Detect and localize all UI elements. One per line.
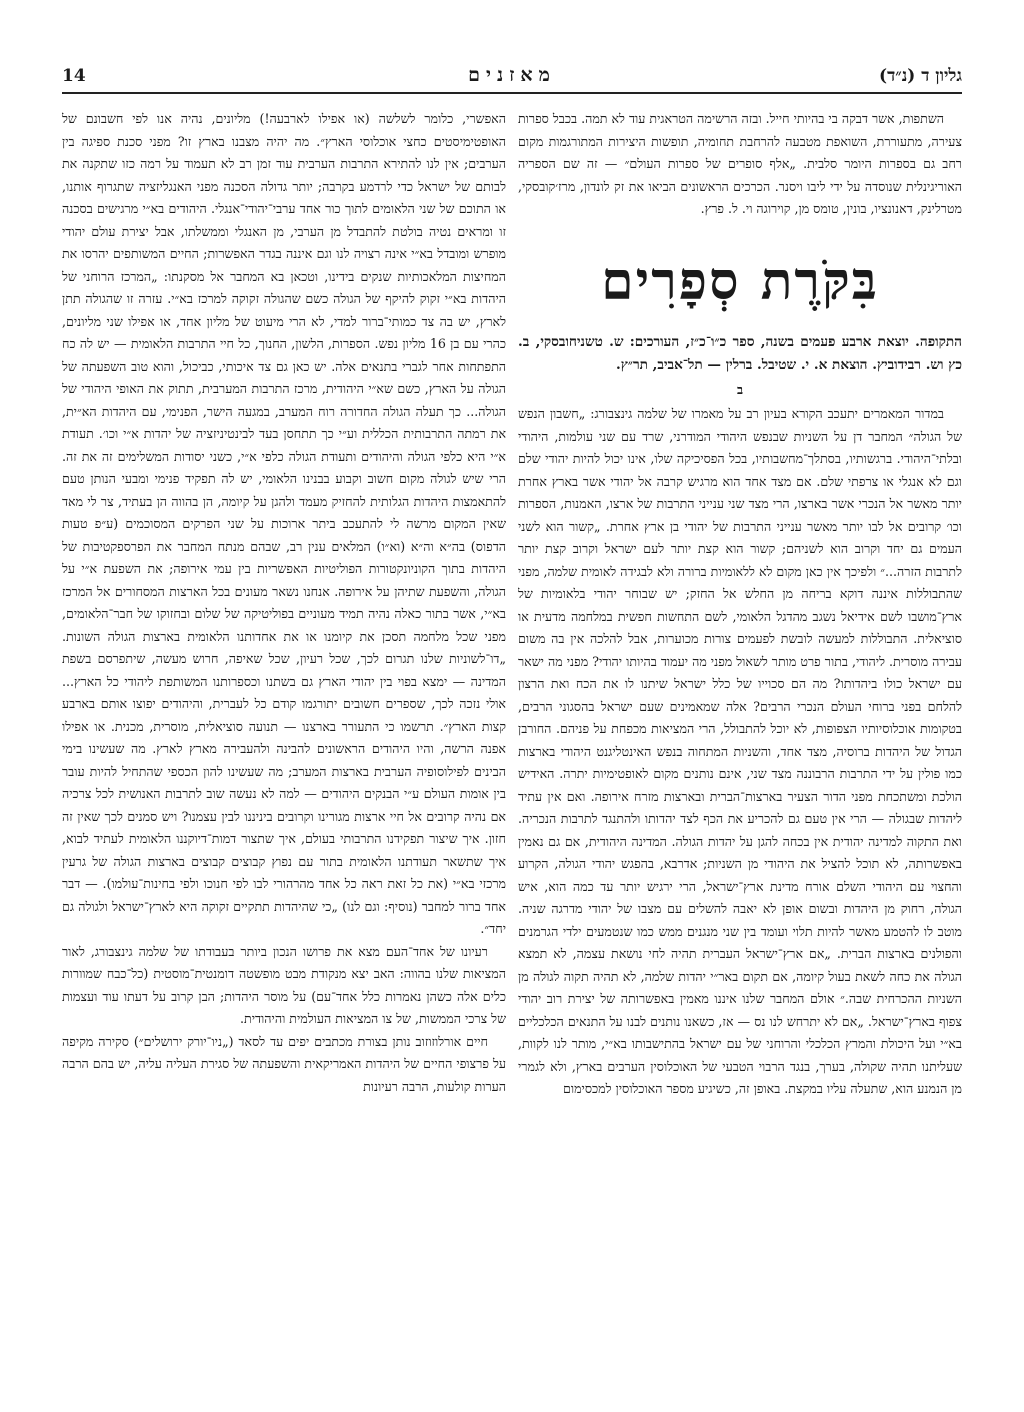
- review-heading: התקופה. יוצאת ארבע פעמים בשנה, ספר כ״ו־כ״ז, העורכים: ש. טשניחובסקי, ב. כץ וש. רבידוביץ. הוצאת א. י. שטיבל. ברלין — תל־אביב, תר״ץ.: [518, 333, 962, 373]
- left-column: [62, 108, 506, 1388]
- journal-title: מאזנים: [468, 64, 556, 86]
- review-number: ב: [736, 381, 744, 397]
- continued-paragraph: האפשרי, כלומר לשלשה (או אפילו לארבעה!) מליונים, נהיה אנו לפי חשבונם של האופטימיסטים כחצי אוכלוסי הארץ״. מה יהיה מצבנו בארץ זו? מפני סכנת ספיגה בין הערבים; אין לנו להתירא התרבות הערבית עוד זמן רב לא תעמוד על רמה כזו שתקנה את לבותם של ישראל כדי לרדמע בקרבה; יותר גדולה הסכנה מפני האנגליזציה שתגרוף אותנו, או התוכם של שני הלאומים לתוך כור אחד ערבי־יהודי־אנגלי. היהודים בא״י מרגישים בסכנה זו ומראים נטיה בולטת להתבדל מן הערבי, מן האנגלי וממשלתו, אבל יצירת עולם יהודי מופרש ומובדל בא״י אינה רצויה לנו וגם איננה בגדר האפשרות; החיים המשותפים יהרסו את המחיצות המלאכותיות שנקים בידינו, וטכאן בא המחבר אל מסקנתו: „המרכז הרוחני של היהדות בא״י זקוק להיקף של הגולה כשם שהגולה זקוקה למרכז בא״י. עזרה זו שהגולה תתן לארץ, יש בה צד כמותי־ברור למדי, לא הרי מיעוט של מליון אחד, או אפילו שני מליונים, כהרי עם בן 16 מליון נפש. הספרות, הלשון, החנוך, כל חיי התרבות הלאומית — יש לה כח התפתחות אחר לגברי בתנאים אלה. יש כאן גם צד איכותי, כביכול, והוא טוב השפעתה של הגולה על הארץ, כשם שא״י היהודית, מרכז התרבות המערבית, תתוק את האופי היהודי של הגולה... כך תעלה הגולה החדורה רוח המערב, במגעה הישר, הפנימי, עם היהדות הא״ית, את רמתה התרבותית הכללית וע״י כך תתחסן בעד לבינטיניזציה של יהדות א״י וכו׳. תעודת א״י היא כלפי הגולה והיהודים ותעודת הגולה כלפי א״י, כשני יסודות המשלימים זה את זה. הרי שיש לגולה מקום חשוב וקבוע בבנינו הלאומי, יש לה תפקיד פנימי ומבעי הנותן טעם להתאמצות היהדות הגלותית להחזיק מעמד ולהגן על קיומה, הן בהווה הן בעתיד, צר לי מאד שאין המקום מרשה לי להתעכב ביתר ארוכות על שני הפרקים המסוכמים (ע״פ טעות הדפוס) בה״א וה״א (וא״ו) המלאים ענין רב, שבהם מנתח המחבר את הפרספקטיבות של היהדות בתוך הקוניונקטורות הפוליטיות האפשריות בין עמי אירופה; את השפעת א״י על הגולה, והשפעת שתיהן על אירופה. אנחנו נשאר מעונים בכל הארצות המסחורים אל המרכז בא״י, אשר בתור כאלה נהיה תמיד מעוניים בפוליטיקה של שלום ובחזוקו של חבר־הלאומים, מפני שכל מלחמה תסכן את קיומנו או את אחדותנו הלאומית בארצות הגולה השונות. „דו־לשוניות שלנו תגרום לכך, שכל רעיון, שכל שאיפה, חרוש מעשה, שיתפרסם בשפת המדינה — ימצא בפוי בין יהודי הארץ גם בשתנו וכספרותנו המשותפת ליהודי כל הארץ... אולי נזכה לכך, שספרים חשובים יתורגמו קודם כל לעברית, והיהודים יפוצו אותם בארבע קצות הארץ״. תרשמו כי התעורר בארצנו — תנועה סוציאלית, מוסרית, מכנית. או אפילו אפנה הרשה, והיו היהודים הראשונים להבינה ולהעבירה מארץ לארץ. מה שעשינו בימי הבינים לפילוסופיה הערבית בארצות המערב; מה שעשינו להון הכספי שהתחיל להיות עובר בין אומות העולם ע״י הבנקים היהודים — למה לא נעשה שוב לתרבות האנושית לכל צרכיה אם נהיה קרובים אל חיי ארצות מגורינו וקרובים ביניננו לבין עצמנו? ויש סמנים לכך שאין זה חזון. איך שיצור תפקידנו התרבותי בעולם, איך שתצור דמות־דיוקננו הלאומית לעתיד לבוא, איך שתשאר תעודתנו הלאומית בתור עם נפוץ קבוצים קבוצים בארצות הגולה של גרעין מרכזי בא״י (את כל זאת ראה כל אחד מהרהורי לבו לפי חנוכו ולפי בחינות־עולמו). — דבר אחד ברור למחבר (נוסיף: וגם לנו) „כי שהיהדות תתקיים זקוקה היא לארץ־ישראל ולגולה גם יחד״.: [62, 111, 506, 936]
- issue-label: גליון ד (נ״ד): [879, 66, 962, 86]
- section-title: בִּקֹּרֶת סְפָרִים: [601, 250, 879, 312]
- paragraph-arlosoroff: חיים אורלוזוזוב נותן בצורת מכתבים יפים עד לסאד („ניו־יורק ירושלים״) סקירה מקיפה על פרצופי החיים של היהדות האמריקאית והשפעתה של סגירת העליה עליה, יש בהם הרבה הערות קולעות, הרבה רעיונות: [62, 1033, 506, 1094]
- paragraph-ginzburg: רעיונו של אחד־העם מצא את פרושו הנכון ביותר בעבודתו של שלמה גינצבורג, לאור המציאות שלנו בהווה: האב יצא מנקודת מבט מופשטה דומנטית־מוסטית (כל־כבח שמוורות כלים אלה כשהן נאמרות כלל אחד־עם) על מוסר היהדות; הבן קרוב על דעתו עוד ועצמות של צרכי הממשות, של צו המציאות העולמית והיהודית.: [62, 943, 506, 1026]
- page-header: [62, 64, 962, 94]
- right-column: [518, 108, 962, 1388]
- intro-paragraph: השתפות, אשר דבקה בי בהיותי חייל. ובזה הרשימה הטראגית עוד לא תמה. בכבל ספרות צעירה, מתעוררת, השואפת מטבעה להרחבת תחומיה, תופשות היצירות המתורגמות מקום רחב גם בספרות היומר סלבית. „אלף סופרים של ספרות העולם״ — זה שם הספריה האוריגינלית שנוסדה על ידי ליבו ויסנר. הכרכים הראשונים הביאו את זק לונדון, מרז׳קובסקי, מטרלינק, דאנונציו, בונין, טומס מן, קוירוגה וי. ל. פרץ.: [518, 111, 962, 216]
- review-body: במדור המאמרים יתעכב הקורא בעיון רב על מאמרו של שלמה גינצבורג: „חשבון הנפש של הגולה״ המחבר דן על השניות שבנפש היהודי המודרני, שרד עם שני עולמות, היהודי ובלתי־היהודי. ברגשותיו, בסתלך־מחשבותיו, בכל הפסיכיקה שלו, אינו יכול להיות יהודי שלם וגם לא אנגלי או צרפתי שלם. אם מצד אחד הוא מרגיש קרבה אל יהודי אשר בארץ אחרת יותר מאשר אל הנכרי אשר בארצו, הרי מצד שני ענייני התרבות של ארצו, האמנות, הספרות וכו׳ קרובים אל לבו יותר מאשר ענייני התרבות של יהודי בן ארץ אחרת. „קשור הוא לשני העמים גם יחד וקרוב הוא לשניהם; קשור הוא קצת יותר לעם ישראל וקרוב קצת יותר לתרבות הזרה...״ ולפיכך אין כאן מקום לא ללאומיות ברורה ולא לבגידה לאומית שלמה, מפני שהתבוללות איננה דוקא בריחה מן החלש אל החזק; יש שבוחר יהודי בלאומיות של ארץ־מושבו לשם אידיאל נשגב מהדגל הלאומי, לשם התחשות חפשית במלחמה מדעית או סוציאלית. התבוללות למעשה לובשת לפעמים צורות מכוערות, אבל להלכה אין בה משום עבירה מוסרית. ליהודי, בתור פרט מותר לשאול מפני מה יעמוד בהיותו יהודי? מפני מה ישאר עם ישראל כולו ביהדותו? מה הם סכוייו של כלל ישראל שיתנו לו את הכח ואת הרצון להלחם בפני ברוחי העולם הנכרי הרבים? אלה שמאמינים שעם ישראל בהסגוני הרבים, בטקומות אוכלוסיותיו הצפופות, לא יוכל להתבולל, הרי המציאות מכפחת על פניהם. החורבן הגדול של היהדות ברוסיה, מצד אחד, והשניות המתחוה בנפש האינטליגנט היהודי בארצות כמו פולין על ידי התרבות הרבוננה מצד שני, אינם נותנים מקום לאופטימיות יתרה. האידיש הולכת ומשתכחת מפני הדור הצעיר בארצות־הברית ובארצות מזרח אירופה. ואם אין עתיד ליהדות שבגולה — הרי אין טעם גם להכריע את הכף לצד יהדותו ולהתנגד לתרבות הנכריה. ואת התקוה למדינה יהודית אין בכחה להגן על יהדות הגולה. המדינה היהודית, אם גם נאמין באפשרותה, לא תוכל להציל את היהודי מן השניות; אדרבא, בהפגש יהודי הגולה, הקרוע והחצוי עם היהודי השלם אורח מדינת ארץ־ישראל, הרי ירגיש יותר עד כמה הוא, איש הגולה, רחוק מן היהדות ובשום אופן לא יאבה להשלים עם מצבו של יהודי מדרגה שניה. מוטב לו להטמע מאשר להיות תלוי ועומד בין שני מנגנים ממש כמו שנטמעים ילדי הגרמנים והפולנים בארצות הברית. „אם ארץ־ישראל העברית תהיה לחי נושאת עצמה, לא תמצא הגולה את כחה לשאת בעול קיומה, אם תקום באר״י יהדות שלמה, לא תהיה תקוה לגולה מן השניות ההכרחית שבה.״ אולם המחבר שלנו איננו מאמין באפשרותה של יצירת רוב יהודי צפוף בארץ־ישראל. „אם לא יתרחש לנו נס — אז, כשאנו נותנים לבנו על התנאים הכלכליים בא״י ועל היכולת והמרץ הכלכלי והרוחני של עם ישראל בהתישבותו בא״י, מותר לנו לקוות, שעליתנו תהיה שקולה, בערך, בנגד הרבוי הטבעי של האוכלוסין הערבים בארץ, ולא לגמרי מן הנמנע הוא, שתעלה עליו במקצת. באופן זה, כשיגיע מספר האוכלוסין למכסימום: [518, 406, 962, 1096]
- page-number: 14: [62, 66, 86, 86]
